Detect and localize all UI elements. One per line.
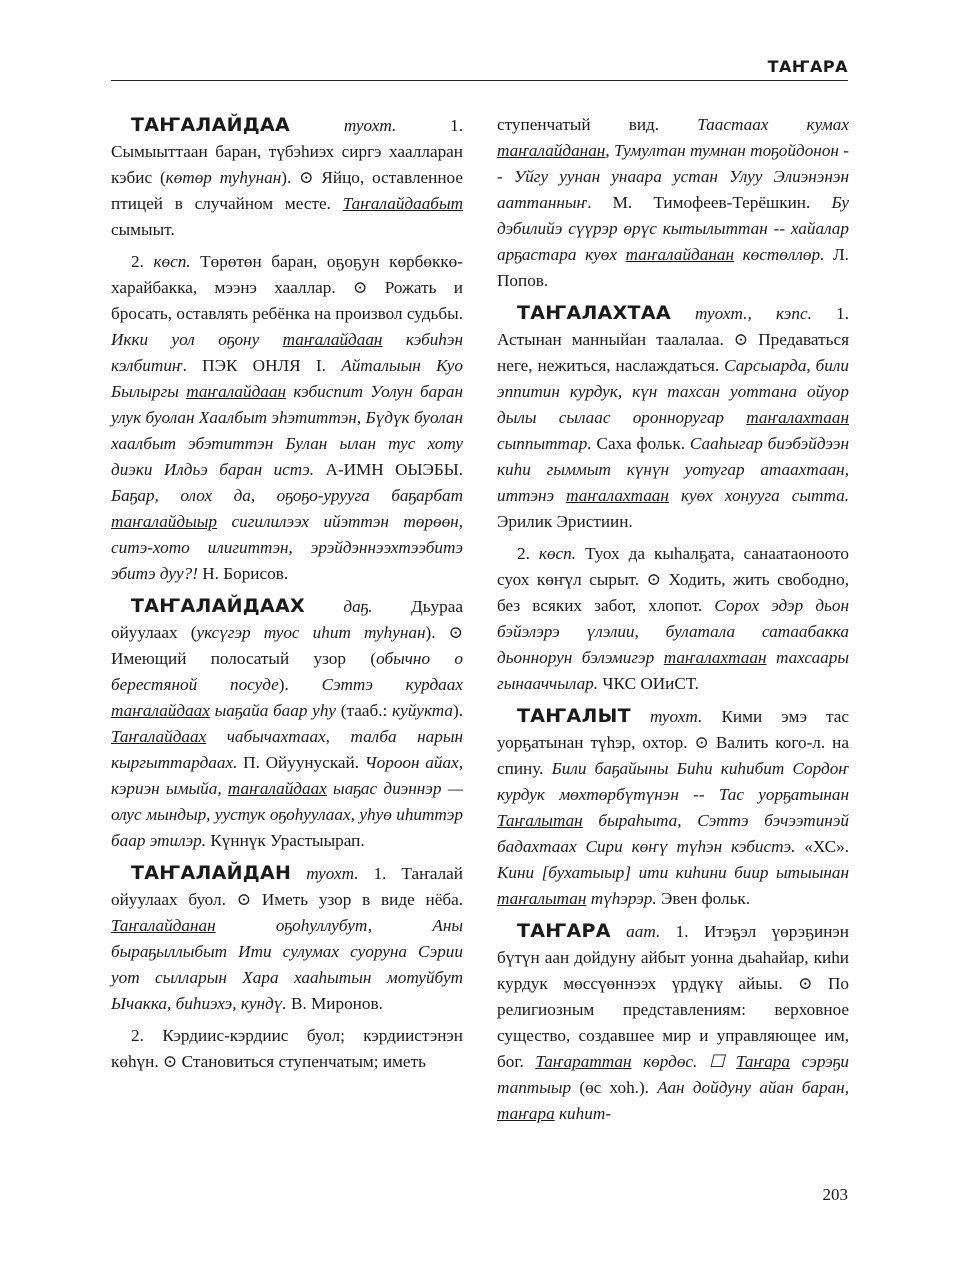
source: Күннүк Урастыырап. <box>206 831 365 850</box>
entry-tangara <box>497 918 849 1127</box>
example-term: таҥалайдаах <box>227 779 327 798</box>
example: сигилилээх ийэттэн төрөөн, ситэ-хото илигиттэн, эрэйдэннээхтээбитэ эбитэ дуу?! <box>111 512 463 583</box>
example-term: таҥалахтаан <box>566 486 669 505</box>
source: Л. Попов. <box>497 245 849 290</box>
page-number: 203 <box>822 1185 848 1204</box>
entry-tangalaidaa-2 <box>111 249 463 587</box>
source: Эвен фольк. <box>656 889 751 908</box>
example: сыппыттар. <box>497 434 592 453</box>
text: 2. <box>131 252 154 271</box>
note: обычно о берестяной посуде <box>111 649 463 694</box>
headword: ТАҤАЛАХТАА <box>517 302 671 324</box>
example-term: таҥалайдаан <box>282 330 383 349</box>
example: түһэрэр. <box>586 889 657 908</box>
headword: ТАҤАРА <box>517 920 611 942</box>
example-term: Таҥалайдаабыт <box>342 194 463 213</box>
text: 2. <box>517 544 539 563</box>
example-term: Таҥара <box>735 1052 790 1071</box>
example-term: таҥалайданан <box>625 245 734 264</box>
left-column <box>111 112 463 1081</box>
example: кэбиспит Уолун баран улук буолан Хаалбыт эһэтиттэн, Бүдүк буолан хаалбыт эбэтиттэн Булан ылан тус хоту диэки Илдьэ баран истэ. <box>111 382 463 479</box>
text: ). ⊙ Имеющий полосатый узор ( <box>111 623 464 668</box>
example: Кини [бухатыыр] ити киһини биир ытыынан <box>497 863 849 882</box>
example: сэрэҕи таптыыр <box>497 1052 849 1097</box>
source: В. Миронов. <box>286 994 383 1013</box>
text: ступенчатый вид. <box>497 115 698 134</box>
headword: ТАҤАЛЫТ <box>517 705 631 727</box>
example-term: таҥалахтаан <box>663 648 767 667</box>
right-column <box>497 112 849 1133</box>
example: көрдөс. ☐ <box>631 1052 736 1071</box>
text: 1. Таҥалай ойуулаах буол. ⊙ Иметь узор в виде нёба. <box>111 864 463 909</box>
example: тахсаары гынааччылар. <box>497 648 849 693</box>
entry-tangalyt <box>497 703 849 912</box>
example-term: Таҥалайданан <box>111 916 216 935</box>
part-of-speech: даҕ. <box>343 597 373 616</box>
example: Сарсыарда, били эппитин курдук, күн тахсан уоттана ойуор дылы сылаас оронноругар <box>497 356 849 427</box>
example: ыаҕайа баар уһу <box>209 701 337 720</box>
entry-tangalaidaakh <box>111 593 463 854</box>
text: Кими эмэ тас уорҕатынан түһэр, охтор. ⊙ Валить кого-л. на спину. <box>497 707 849 778</box>
example-term: таҥалайданан <box>497 141 606 160</box>
text: 2. Кэрдиис-кэрдиис буол; кэрдиистэнэн көһүн. ⊙ Становиться ступенчатым; иметь <box>111 1026 463 1071</box>
example: Таастаах кумах <box>697 115 849 134</box>
text: сымыыт. <box>111 220 175 239</box>
entry-tangalaidan-2-continued <box>497 112 849 294</box>
source: А-ИМН ОЫЭБЫ. <box>314 460 463 479</box>
source: Саха фольк. <box>591 434 690 453</box>
example: Били баҕайыны Биһи киһибит Сордоҥ курдук мөхтөрбүтүнэн -- Тас уорҕатынан <box>497 759 849 804</box>
text: (тааб.: <box>336 701 393 720</box>
example: көстөллөр. <box>733 245 825 264</box>
example: Бу дэбилийэ сүүрэр өрүс кытылыттан -- хайалар арҕастара куөх <box>497 193 849 264</box>
example: Икки уол оҕону <box>111 330 283 349</box>
source: . ПЭК ОНЛЯ I. <box>182 356 342 375</box>
headword: ТАҤАЛАЙДАН <box>131 862 292 884</box>
example: ыаҕас диэннэр — олус мындыр, уустук оҕоһуулаах, уһуө иһиттэр баар этилэр. <box>111 779 464 850</box>
source: ЧКС ОИиСТ. <box>598 674 699 693</box>
text: Төрөтөн баран, оҕоҕун көрбөккө-харайбакка, мээнэ хааллар. ⊙ Рожать и бросать, оставлять ребёнка на произвол судьбы. <box>111 252 463 323</box>
example: оҕоһуллубут, Аны бырaҕыллыбыт Ити сулумах суоруна Сэрии уот сылларын Хара хааһытын мотуйбут Ычакка, биһиэхэ, кундү. <box>111 916 463 1013</box>
source: . М. Тимофеев-Терёшкин. <box>587 193 832 212</box>
example-term: таҥара <box>497 1104 555 1123</box>
example: Айталыын Куо Былыргы <box>111 356 463 401</box>
source: Н. Борисов. <box>197 564 289 583</box>
part-of-speech: туохт. <box>649 707 703 726</box>
text: 1. Сымыыттаан баран, түбэһиэх сиргэ хаалларан кэбис ( <box>111 116 464 187</box>
example-term: таҥалахтаан <box>746 408 849 427</box>
running-head: ТАҤАРА <box>111 54 848 81</box>
note: куйукта <box>392 701 453 720</box>
headword: ТАҤАЛАЙДААХ <box>131 595 305 617</box>
example-term: таҥалайдаах <box>111 701 210 720</box>
example-term: Таҥараттан <box>535 1052 632 1071</box>
headword: ТАҤАЛАЙДАА <box>131 114 291 136</box>
note: уксүгэр туос иһит туһунан <box>196 623 426 642</box>
example: , Тумултан тумнан тоҕойдонон -- Уйгу уунан унаара устан Улуу Элиэнэнэн ааттанныҥ <box>497 141 849 212</box>
example-term: таҥалайдаан <box>186 382 287 401</box>
text: ). <box>452 701 463 720</box>
example: киһит- <box>554 1104 611 1123</box>
example: Чороон айах, кэриэн ымыйа, <box>111 753 463 798</box>
text: 1. Итэҕэл үөрэҕинэн бүтүн аан дойдуну айбыт уонна дьаһайар, киһи курдук мөссүөннээх үрдүкү айыы. ⊙ По религиозным представлениям: верховное существо, создавшее мир и управляющее им, бог. <box>497 922 850 1071</box>
part-of-speech: туохт., кэпс. <box>695 304 812 323</box>
text: Туох да кыһалҕата, санаатаоноото суох көҥүл сырыт. ⊙ Ходить, жить свободно, без всяких забот, хлопот. <box>497 544 850 615</box>
example: Баҕар, олох да, оҕоҕо-уруугa баҕарбат <box>111 486 463 505</box>
source: Эрилик Эристиин. <box>497 512 633 531</box>
text: (өс хоһ.). <box>571 1078 658 1097</box>
example: Аан дойдуну айан баран, <box>657 1078 849 1097</box>
example-term: таҥалайдыыр <box>111 512 217 531</box>
text: 1. Астынан манныйан таалалаа. ⊙ Предаваться неге, нежиться, наслаждаться. <box>497 304 849 375</box>
example-term: таҥалытан <box>497 889 587 908</box>
source: П. Ойуунускай. <box>237 753 365 772</box>
text: ). <box>278 675 322 694</box>
example: Сэттэ курдаах <box>321 675 463 694</box>
source: «ХС». <box>795 837 849 856</box>
part-of-speech: аат. <box>626 922 661 941</box>
entry-tangalakhtaa-2 <box>497 541 849 697</box>
entry-tangalaidan-1 <box>111 860 463 1017</box>
example: кэбиһэн кэлбитиҥ <box>111 330 463 375</box>
part-of-speech: туохт. <box>343 116 397 135</box>
example-term: Таҥалытан <box>497 811 583 830</box>
entry-tangalaidaa-1 <box>111 112 463 243</box>
note: көсп. <box>153 252 191 271</box>
example: быраһыта, Сэттэ бэчээтинэй бадахтаах Сири көҥү түһэн кэбистэ. <box>497 811 849 856</box>
example: куөх хонууга сытта. <box>668 486 849 505</box>
example: Сорох эдэр дьон бэйэлэрэ үлэлии, булатала сатаабакка дьоннорун бэлэмигэр <box>497 596 849 667</box>
note: көсп. <box>538 544 577 563</box>
part-of-speech: туохт. <box>306 864 359 883</box>
text: Дьураа ойуулаах ( <box>111 597 463 642</box>
example-term: Таҥалайдаах <box>111 727 207 746</box>
note: көтөр туһунан <box>165 168 282 187</box>
text: ). ⊙ Яйцо, оставленное птицей в случайном месте. <box>111 168 463 213</box>
entry-tangalakhtaa-1 <box>497 300 849 535</box>
entry-tangalaidan-2 <box>111 1023 463 1075</box>
example: чабычахтаах, талба нарын кыргыттардаах. <box>111 727 463 772</box>
example: Сааһыгар биэбэйдээн киһи гыммыт күнүн уотугар атаахтаан, иттэнэ <box>497 434 850 505</box>
